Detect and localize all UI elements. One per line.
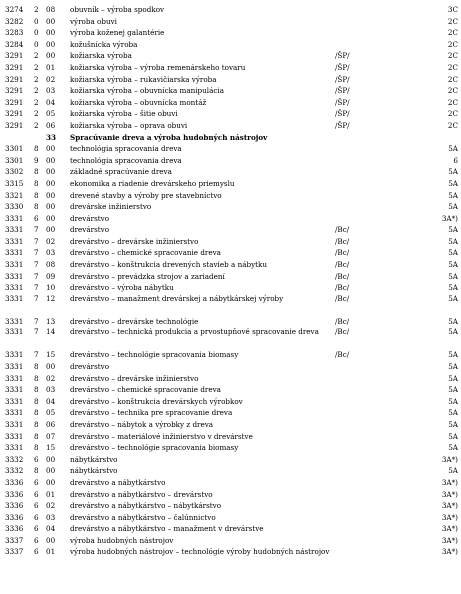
degree-note-cell: /Bc/ xyxy=(335,225,350,235)
level-cell: 3C xyxy=(447,5,458,14)
suffix-cell: 04 xyxy=(46,396,56,406)
code-row xyxy=(0,465,461,477)
name-cell: nábytkárstvo xyxy=(70,466,118,476)
name-cell: drevárstvo – drevárske inžinierstvo xyxy=(70,236,199,246)
level-cell: 5A xyxy=(448,236,458,246)
digit-cell: 0 xyxy=(34,28,39,38)
suffix-cell: 00 xyxy=(46,535,56,545)
suffix-cell: 33 xyxy=(46,132,57,142)
name-cell: drevárstvo – chemické spracovanie dreva xyxy=(70,385,221,395)
level-cell: 5A xyxy=(448,283,458,293)
name-cell: kožiarska výroba – obuvnícka manipulácia xyxy=(70,86,224,96)
name-cell: drevárstvo a nábytkárstvo – drevárstvo xyxy=(70,489,213,499)
level-cell: 2C xyxy=(447,109,458,119)
code-row xyxy=(0,454,461,466)
code-row xyxy=(0,50,461,62)
code-cell: 3291 xyxy=(5,51,24,61)
level-cell: 5A xyxy=(448,260,458,270)
suffix-cell: 07 xyxy=(46,431,56,441)
code-cell: 3291 xyxy=(5,109,24,119)
code-row xyxy=(0,477,461,489)
level-cell: 2C xyxy=(447,74,458,84)
level-cell: 2C xyxy=(447,51,458,61)
code-row xyxy=(0,384,461,396)
level-cell: 2C xyxy=(447,16,458,26)
suffix-cell: 00 xyxy=(46,28,56,38)
suffix-cell: 00 xyxy=(46,51,56,61)
name-cell: kožiarska výroba – výroba remenárskeho tovaru xyxy=(70,62,246,72)
name-cell: drevárstvo – výroba nábytku xyxy=(70,283,174,293)
level-cell: 5A xyxy=(448,202,458,212)
digit-cell: 2 xyxy=(34,51,39,61)
degree-note-cell: /Bc/ xyxy=(335,327,350,337)
degree-note-cell: /ŠP/ xyxy=(335,97,350,107)
name-cell: drevárstvo – technológie spracovania biomasy xyxy=(70,443,239,453)
level-cell: 5A xyxy=(448,225,458,235)
name-cell: drevárstvo – technológie spracovania biomasy xyxy=(70,350,239,360)
code-cell: 3336 xyxy=(5,489,24,499)
code-cell: 3331 xyxy=(5,316,24,326)
name-cell: drevárstvo – drevárske technológie xyxy=(70,316,199,326)
digit-cell: 8 xyxy=(34,431,39,441)
suffix-cell: 00 xyxy=(46,225,56,235)
suffix-cell: 03 xyxy=(46,385,56,395)
degree-note-cell: /Bc/ xyxy=(335,316,350,326)
digit-cell: 2 xyxy=(34,62,39,72)
level-cell: 5A xyxy=(448,271,458,281)
suffix-cell: 00 xyxy=(46,167,56,177)
level-cell: 2C xyxy=(447,120,458,130)
code-cell: 3337 xyxy=(5,546,24,556)
suffix-cell: 06 xyxy=(46,420,56,429)
code-row xyxy=(0,489,461,501)
name-cell: kožiarska výroba – rukavičiarska výroba xyxy=(70,74,217,84)
name-cell: základné spracúvanie dreva xyxy=(70,167,172,177)
suffix-cell: 00 xyxy=(46,362,56,372)
name-cell: výroba koženej galantérie xyxy=(70,28,165,38)
digit-cell: 8 xyxy=(34,466,39,476)
suffix-cell: 00 xyxy=(46,190,56,200)
digit-cell: 7 xyxy=(34,283,39,293)
suffix-cell: 00 xyxy=(46,155,56,165)
name-cell: obuvník – výroba spodkov xyxy=(70,5,165,14)
digit-cell: 7 xyxy=(34,248,39,258)
level-cell: 5A xyxy=(448,167,458,177)
code-row xyxy=(0,108,461,120)
digit-cell: 9 xyxy=(34,155,39,165)
level-cell: 5A xyxy=(448,316,458,326)
digit-cell: 7 xyxy=(34,350,39,360)
suffix-cell: 14 xyxy=(46,327,56,337)
degree-note-cell: /Bc/ xyxy=(335,271,350,281)
digit-cell: 8 xyxy=(34,178,39,188)
code-cell: 3301 xyxy=(5,144,24,154)
digit-cell: 8 xyxy=(34,408,39,418)
code-row xyxy=(0,39,461,51)
code-row xyxy=(0,16,461,28)
code-cell: 3337 xyxy=(5,535,24,545)
digit-cell: 8 xyxy=(34,420,39,429)
code-row xyxy=(0,224,461,236)
code-row xyxy=(0,361,461,373)
degree-note-cell: /Bc/ xyxy=(335,283,350,293)
code-row xyxy=(0,27,461,39)
digit-cell: 8 xyxy=(34,362,39,372)
code-row xyxy=(0,74,461,86)
code-cell: 3331 xyxy=(5,236,24,246)
code-list xyxy=(0,4,461,569)
code-row xyxy=(0,247,461,259)
suffix-cell: 02 xyxy=(46,236,56,246)
suffix-cell: 00 xyxy=(46,178,56,188)
level-cell: 2C xyxy=(447,39,458,49)
level-cell: 5A xyxy=(448,373,458,383)
degree-note-cell: /Bc/ xyxy=(335,350,350,360)
name-cell: drevárstvo a nábytkárstvo – manažment v drevárstve xyxy=(70,524,264,534)
suffix-cell: 10 xyxy=(46,283,56,293)
code-row xyxy=(0,523,461,535)
code-row xyxy=(0,327,461,349)
code-cell: 3331 xyxy=(5,396,24,406)
digit-cell: 7 xyxy=(34,260,39,270)
code-cell: 3332 xyxy=(5,454,24,464)
name-cell: kožiarska výroba – šitie obuvi xyxy=(70,109,178,119)
code-row xyxy=(0,349,461,361)
level-cell: 3A*) xyxy=(441,501,458,511)
level-cell: 2C xyxy=(447,86,458,96)
level-cell: 6 xyxy=(453,155,458,165)
digit-cell: 2 xyxy=(34,74,39,84)
name-cell: drevárstvo a nábytkárstvo xyxy=(70,477,166,487)
code-row xyxy=(0,282,461,294)
degree-note-cell: /ŠP/ xyxy=(335,120,350,130)
code-row xyxy=(0,178,461,190)
name-cell: drevárstvo – konštrukcia drevených stavieb a nábytku xyxy=(70,260,268,270)
code-cell: 3331 xyxy=(5,431,24,441)
code-row xyxy=(0,143,461,155)
name-cell: drevené stavby a výroby pre stavebníctvo xyxy=(70,190,222,200)
digit-cell: 8 xyxy=(34,373,39,383)
name-cell: výroba hudobných nástrojov xyxy=(70,535,174,545)
digit-cell: 0 xyxy=(34,39,39,49)
level-cell: 5A xyxy=(448,385,458,395)
section-heading-row xyxy=(0,132,461,144)
digit-cell: 8 xyxy=(34,396,39,406)
digit-cell: 2 xyxy=(34,97,39,107)
digit-cell: 8 xyxy=(34,385,39,395)
code-cell: 3331 xyxy=(5,327,24,337)
digit-cell: 2 xyxy=(34,86,39,96)
suffix-cell: 02 xyxy=(46,373,56,383)
name-cell: drevárstvo – chemické spracovanie dreva xyxy=(70,248,221,258)
digit-cell: 6 xyxy=(34,213,39,223)
name-cell: nábytkárstvo xyxy=(70,454,118,464)
digit-cell: 0 xyxy=(34,16,39,26)
suffix-cell: 00 xyxy=(46,454,56,464)
code-cell: 3302 xyxy=(5,167,24,177)
level-cell: 5A xyxy=(448,408,458,418)
code-cell: 3291 xyxy=(5,74,24,84)
name-cell: výroba hudobných nástrojov – technológie výroby hudobných nástrojov xyxy=(70,546,330,556)
code-cell: 3274 xyxy=(5,5,24,14)
suffix-cell: 00 xyxy=(46,213,56,223)
code-cell: 3331 xyxy=(5,293,24,303)
level-cell: 3A*) xyxy=(441,477,458,487)
level-cell: 3A*) xyxy=(441,489,458,499)
degree-note-cell: /Bc/ xyxy=(335,236,350,246)
code-cell: 3331 xyxy=(5,362,24,372)
code-cell: 3331 xyxy=(5,373,24,383)
level-cell: 5A xyxy=(448,431,458,441)
code-row xyxy=(0,442,461,454)
code-cell: 3283 xyxy=(5,28,24,38)
name-cell: drevárstvo xyxy=(70,225,110,235)
code-row xyxy=(0,201,461,213)
name-cell: drevárstvo – manažment drevárskej a nábytkárskej výroby xyxy=(70,293,284,303)
suffix-cell: 15 xyxy=(46,443,56,453)
digit-cell: 8 xyxy=(34,144,39,154)
suffix-cell: 00 xyxy=(46,477,56,487)
name-cell: drevárstvo xyxy=(70,213,110,223)
level-cell: 3A*) xyxy=(441,213,458,223)
name-cell: drevárstvo – technická produkcia a prvostupňové spracovanie dreva xyxy=(70,327,319,337)
code-row xyxy=(0,271,461,283)
code-cell: 3291 xyxy=(5,120,24,130)
suffix-cell: 02 xyxy=(46,501,56,511)
level-cell: 5A xyxy=(448,396,458,406)
code-row xyxy=(0,431,461,443)
name-cell: výroba obuvi xyxy=(70,16,117,26)
name-cell: technológia spracovania dreva xyxy=(70,155,182,165)
degree-note-cell: /Bc/ xyxy=(335,260,350,270)
name-cell: kožušnícka výroba xyxy=(70,39,138,49)
code-row xyxy=(0,294,461,316)
level-cell: 2C xyxy=(447,97,458,107)
name-cell: ekonomika a riadenie drevárskeho priemyslu xyxy=(70,178,235,188)
code-row xyxy=(0,547,461,569)
level-cell: 5A xyxy=(448,327,458,337)
suffix-cell: 05 xyxy=(46,408,56,418)
suffix-cell: 15 xyxy=(46,350,56,360)
level-cell: 3A*) xyxy=(441,454,458,464)
code-cell: 3301 xyxy=(5,155,24,165)
suffix-cell: 03 xyxy=(46,248,56,258)
code-row xyxy=(0,190,461,202)
name-cell: drevárstvo – prevádzka strojov a zariadení xyxy=(70,271,225,281)
code-cell: 3336 xyxy=(5,477,24,487)
code-cell: 3331 xyxy=(5,271,24,281)
code-row xyxy=(0,213,461,225)
suffix-cell: 00 xyxy=(46,466,56,476)
code-cell: 3332 xyxy=(5,466,24,476)
digit-cell: 7 xyxy=(34,316,39,326)
code-row xyxy=(0,62,461,74)
code-row xyxy=(0,166,461,178)
level-cell: 5A xyxy=(448,178,458,188)
code-cell: 3331 xyxy=(5,260,24,270)
degree-note-cell: /ŠP/ xyxy=(335,62,350,72)
level-cell: 3A*) xyxy=(441,512,458,522)
code-row xyxy=(0,512,461,524)
code-row xyxy=(0,419,461,431)
digit-cell: 6 xyxy=(34,454,39,464)
level-cell: 3A*) xyxy=(441,524,458,534)
code-cell: 3331 xyxy=(5,248,24,258)
code-row xyxy=(0,236,461,248)
code-row xyxy=(0,500,461,512)
name-cell: drevárstvo – technika pre spracovanie dreva xyxy=(70,408,233,418)
code-cell: 3291 xyxy=(5,97,24,107)
suffix-cell: 03 xyxy=(46,86,56,96)
name-cell: kožiarska výroba – obuvnícka montáž xyxy=(70,97,207,107)
suffix-cell: 02 xyxy=(46,74,56,84)
name-cell: drevárstvo – materiálové inžinierstvo v drevárstve xyxy=(70,431,253,441)
code-cell: 3331 xyxy=(5,283,24,293)
suffix-cell: 00 xyxy=(46,16,56,26)
section-title: Spracúvanie dreva a výroba hudobných nástrojov xyxy=(70,132,268,142)
suffix-cell: 01 xyxy=(46,489,56,499)
digit-cell: 6 xyxy=(34,535,39,545)
digit-cell: 2 xyxy=(34,5,39,14)
degree-note-cell: /Bc/ xyxy=(335,248,350,258)
code-cell: 3331 xyxy=(5,443,24,453)
suffix-cell: 00 xyxy=(46,39,56,49)
code-row xyxy=(0,316,461,328)
level-cell: 2C xyxy=(447,62,458,72)
code-row xyxy=(0,4,461,16)
name-cell: kožiarska výroba – oprava obuvi xyxy=(70,120,188,130)
digit-cell: 7 xyxy=(34,293,39,303)
code-cell: 3330 xyxy=(5,202,24,212)
digit-cell: 6 xyxy=(34,489,39,499)
name-cell: drevárstvo – drevárske inžinierstvo xyxy=(70,373,199,383)
code-cell: 3336 xyxy=(5,524,24,534)
suffix-cell: 09 xyxy=(46,271,56,281)
code-cell: 3291 xyxy=(5,86,24,96)
code-cell: 3291 xyxy=(5,62,24,72)
level-cell: 5A xyxy=(448,466,458,476)
code-cell: 3331 xyxy=(5,213,24,223)
level-cell: 5A xyxy=(448,248,458,258)
suffix-cell: 08 xyxy=(46,260,56,270)
code-row xyxy=(0,407,461,419)
level-cell: 5A xyxy=(448,420,458,429)
code-cell: 3315 xyxy=(5,178,24,188)
code-cell: 3331 xyxy=(5,350,24,360)
digit-cell: 6 xyxy=(34,524,39,534)
suffix-cell: 08 xyxy=(46,5,56,14)
degree-note-cell: /ŠP/ xyxy=(335,74,350,84)
suffix-cell: 06 xyxy=(46,120,56,130)
code-row xyxy=(0,85,461,97)
code-cell: 3331 xyxy=(5,408,24,418)
code-cell: 3331 xyxy=(5,420,24,429)
degree-note-cell: /ŠP/ xyxy=(335,86,350,96)
suffix-cell: 03 xyxy=(46,512,56,522)
name-cell: drevárstvo xyxy=(70,362,110,372)
suffix-cell: 13 xyxy=(46,316,56,326)
degree-note-cell: /ŠP/ xyxy=(335,51,350,61)
level-cell: 3A*) xyxy=(441,546,458,556)
digit-cell: 6 xyxy=(34,477,39,487)
name-cell: drevárstvo a nábytkárstvo – nábytkárstvo xyxy=(70,501,222,511)
code-row xyxy=(0,396,461,408)
digit-cell: 2 xyxy=(34,120,39,130)
digit-cell: 6 xyxy=(34,512,39,522)
digit-cell: 6 xyxy=(34,501,39,511)
name-cell: technológia spracovania dreva xyxy=(70,144,182,154)
level-cell: 2C xyxy=(447,28,458,38)
code-cell: 3331 xyxy=(5,225,24,235)
digit-cell: 7 xyxy=(34,327,39,337)
suffix-cell: 04 xyxy=(46,97,56,107)
name-cell: kožiarska výroba xyxy=(70,51,132,61)
level-cell: 5A xyxy=(448,443,458,453)
level-cell: 5A xyxy=(448,190,458,200)
digit-cell: 6 xyxy=(34,546,39,556)
suffix-cell: 01 xyxy=(46,546,56,556)
name-cell: drevárstvo a nábytkárstvo – čalúnnictvo xyxy=(70,512,216,522)
digit-cell: 8 xyxy=(34,202,39,212)
digit-cell: 8 xyxy=(34,167,39,177)
level-cell: 3A*) xyxy=(441,535,458,545)
suffix-cell: 01 xyxy=(46,62,56,72)
code-row xyxy=(0,120,461,132)
code-cell: 3282 xyxy=(5,16,24,26)
suffix-cell: 00 xyxy=(46,202,56,212)
digit-cell: 7 xyxy=(34,236,39,246)
name-cell: drevárske inžinierstvo xyxy=(70,202,152,212)
suffix-cell: 00 xyxy=(46,144,56,154)
level-cell: 5A xyxy=(448,144,458,154)
level-cell: 5A xyxy=(448,350,458,360)
code-cell: 3284 xyxy=(5,39,24,49)
digit-cell: 7 xyxy=(34,225,39,235)
code-cell: 3321 xyxy=(5,190,24,200)
digit-cell: 7 xyxy=(34,271,39,281)
level-cell: 5A xyxy=(448,362,458,372)
code-row xyxy=(0,535,461,547)
suffix-cell: 04 xyxy=(46,524,56,534)
digit-cell: 2 xyxy=(34,109,39,119)
code-row xyxy=(0,259,461,271)
suffix-cell: 05 xyxy=(46,109,56,119)
code-cell: 3336 xyxy=(5,512,24,522)
degree-note-cell: /ŠP/ xyxy=(335,109,350,119)
code-cell: 3336 xyxy=(5,501,24,511)
level-cell: 5A xyxy=(448,293,458,303)
code-row xyxy=(0,155,461,167)
suffix-cell: 12 xyxy=(46,293,56,303)
digit-cell: 8 xyxy=(34,190,39,200)
degree-note-cell: /Bc/ xyxy=(335,293,350,303)
code-row xyxy=(0,373,461,385)
name-cell: drevárstvo – nábytok a výrobky z dreva xyxy=(70,420,214,429)
digit-cell: 8 xyxy=(34,443,39,453)
code-row xyxy=(0,97,461,109)
name-cell: drevárstvo – konštrukcia drevárskych výrobkov xyxy=(70,396,243,406)
code-cell: 3331 xyxy=(5,385,24,395)
